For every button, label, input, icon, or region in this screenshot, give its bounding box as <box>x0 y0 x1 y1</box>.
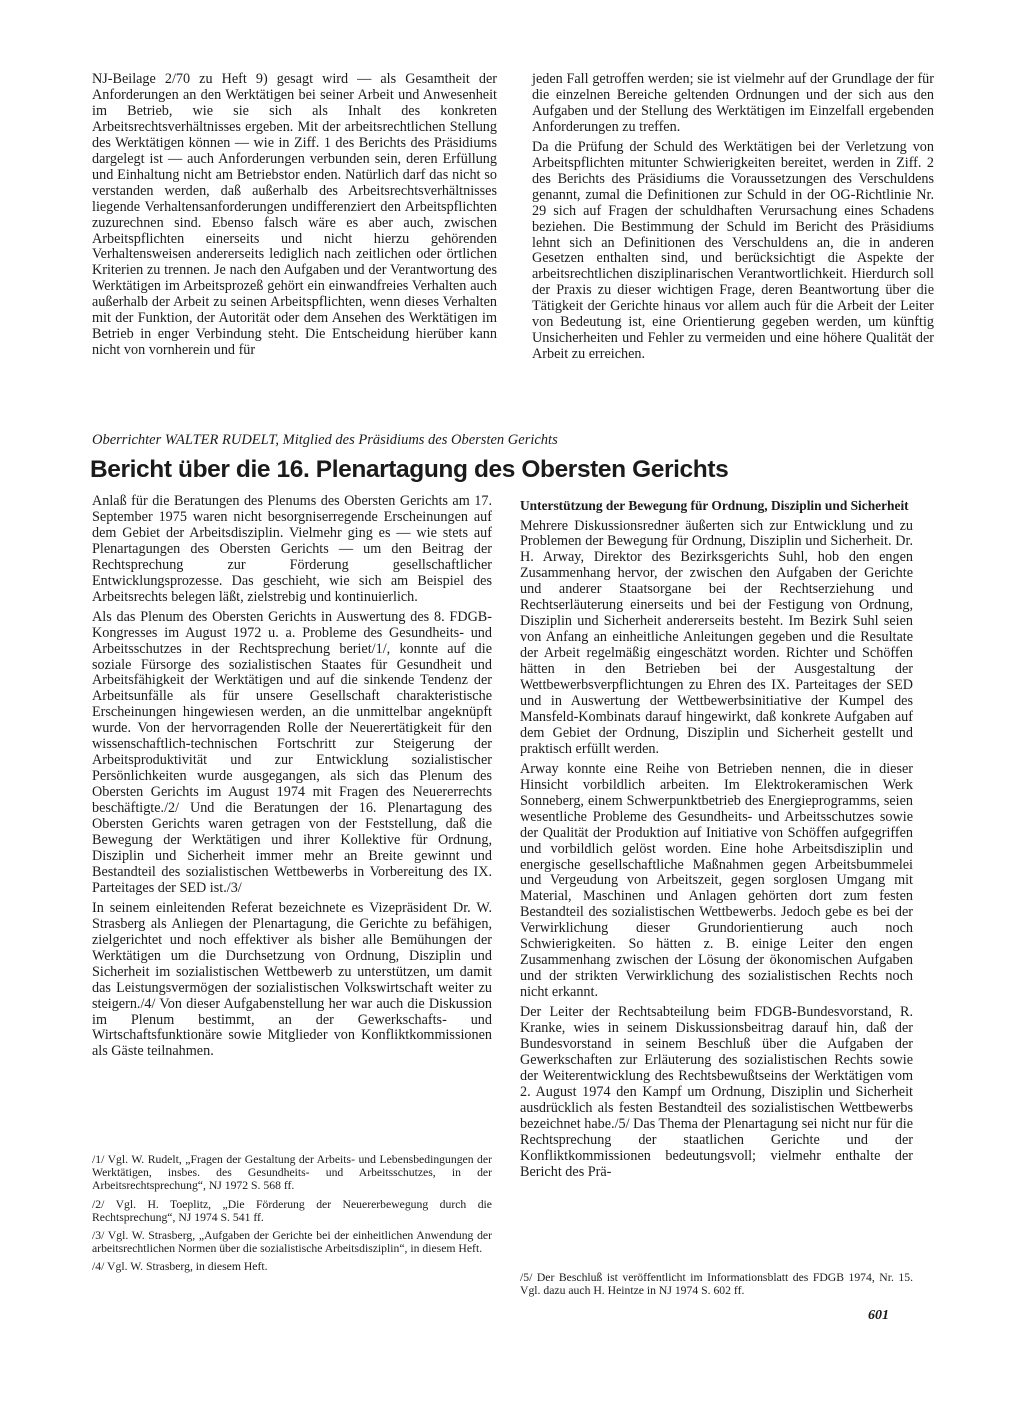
footnote: /1/ Vgl. W. Rudelt, „Fragen der Gestaltung der Arbeits- und Lebensbedingungen der Werktätigen, insbes. des Gesundheits- und Arbeitsschutzes, in der Arbeitsrechtsprechung“, NJ 1972 S. 568 ff. <box>92 1153 492 1193</box>
paragraph: Als das Plenum des Obersten Gerichts in Auswertung des 8. FDGB-Kongresses im August 1972 u. a. Probleme des Gesundheits- und Arbeitsschutzes in der Rechtsprechung beriet/1/, konnte auf die soziale Fürsorge des sozialistischen Staates für Gesundheit und Arbeitsfähigkeit der Werktätigen und auf die sinkende Tendenz der Arbeitsunfälle als für unsere Gesellschaft charakteristische Erscheinungen hingewiesen werden, an die unmittelbar angeknüpft wurde. Von der hervorragenden Rolle der Neuerertätigkeit für den wissenschaftlich-technischen Fortschritt zur Steigerung der Arbeitsproduktivität und zur Entwicklung sozialistischer Persönlichkeiten wurde ausgegangen, als sich das Plenum des Obersten Gerichts im August 1974 mit Fragen des Neuererrechts beschäftigte./2/ Und die Beratungen der 16. Plenartagung des Obersten Gerichts waren getragen von der Feststellung, daß die Bewegung der Werktätigen und ihrer Kollektive für Ordnung, Disziplin und Sicherheit immer mehr an Breite gewinnt und Bestandteil des sozialistischen Wettbewerbs in Vorbereitung des IX. Parteitages der SED ist./3/ <box>92 608 492 896</box>
continuation-column-left <box>92 72 497 359</box>
paragraph: Der Leiter der Rechtsabteilung beim FDGB-Bundesvorstand, R. Kranke, wies in seinem Diskussionsbeitrag darauf hin, daß der Bundesvorstand in seinem Beschluß über die Aufgaben der Gewerkschaften zur Erläuterung des sozialistischen Rechts sowie der Weiterentwicklung des Rechtsbewußtseins der Werktätigen vom 2. August 1974 den Kampf um Ordnung, Disziplin und Sicherheit ausdrücklich als festen Bestandteil des sozialistischen Wettbewerbs bezeichnet habe./5/ Das Thema der Plenartagung sei nicht nur für die Rechtsprechung der staatlichen Gerichte und der Konfliktkommissionen bedeutungsvoll; vielmehr enthalte der Bericht des Prä- <box>520 1004 913 1180</box>
article-column-right <box>520 498 913 1181</box>
continuation-column-right <box>532 72 934 363</box>
paragraph: NJ-Beilage 2/70 zu Heft 9) gesagt wird — als Gesamtheit der Anforderungen an den Werktätigen bei seiner Arbeit und Anwesenheit im Betrieb, wie sie sich als Inhalt des konkreten Arbeitsrechtsverhältnisses ergeben. Mit der arbeitsrechtlichen Stellung des Werktätigen können — wie in Ziff. 1 des Berichts des Präsidiums dargelegt ist — auch Anforderungen verbunden sein, deren Erfüllung und Einhaltung nicht am Betriebstor enden. Natürlich darf das nicht so verstanden werden, daß außerhalb des Arbeitsrechtsverhältnisses liegende Verhaltensanforderungen undifferenziert den Arbeitspflichten zuzurechnen sind. Ebenso falsch wäre es aber auch, zwischen Arbeitspflichten einerseits und nicht hierzu gehörenden Verhaltensweisen andererseits lediglich nach zeitlichen oder örtlichen Kriterien zu trennen. Je nach den Aufgaben und der Verantwortung des Werktätigen im Arbeitsprozeß gehört ein einwandfreies Verhalten auch außerhalb der Arbeit zu seinen Arbeitspflichten, wenn dieses Verhalten mit der Funktion, der Autorität oder dem Ansehen des Werktätigen im Betrieb in enger Verbindung steht. Die Entscheidung hierüber kann nicht von vornherein und für <box>92 71 497 359</box>
footnotes-left <box>92 1153 492 1279</box>
article-column-left <box>92 494 492 1060</box>
footnote: /4/ Vgl. W. Strasberg, in diesem Heft. <box>92 1260 268 1274</box>
footnotes-right <box>520 1271 913 1297</box>
author-byline: Oberrichter WALTER RUDELT, Mitglied des Präsidiums des Obersten Gerichts <box>92 432 558 448</box>
section-heading: Unterstützung der Bewegung für Ordnung, Disziplin und Sicherheit <box>520 498 909 513</box>
paragraph: Mehrere Diskussionsredner äußerten sich zur Entwicklung und zu Problemen der Bewegung für Ordnung, Disziplin und Sicherheit. Dr. H. Arway, Direktor des Bezirksgerichts Suhl, hob den engen Zusammenhang hervor, der zwischen den Aufgaben der Gerichte und anderer Staatsorgane bei der Rechtserziehung und Rechtserläuterung einerseits und bei der Festigung von Ordnung, Disziplin und Sicherheit andererseits besteht. Im Bezirk Suhl seien von Anfang an einheitliche Anleitungen gegeben und die Resultate der Arbeit regelmäßig eingeschätzt worden. Richter und Schöffen hätten in den Betrieben bei der Ausgestaltung der Wettbewerbsverpflichtungen zu Ehren des IX. Parteitages der SED und in Auswertung der Wettbewerbsinitiative der Kumpel des Mansfeld-Kombinats darauf hingewirkt, daß konkrete Aufgaben auf dem Gebiet der Ordnung, Disziplin und Sicherheit gestellt und praktisch erfüllt werden. <box>520 517 913 757</box>
footnote: /5/ Der Beschluß ist veröffentlicht im Informationsblatt des FDGB 1974, Nr. 15. Vgl. dazu auch H. Heintze in NJ 1974 S. 602 ff. <box>520 1271 913 1298</box>
paragraph: In seinem einleitenden Referat bezeichnete es Vizepräsident Dr. W. Strasberg als Anliegen der Plenartagung, die Gerichte zu befähigen, zielgerichtet und noch effektiver als bisher alle Bemühungen der Werktätigen um die Durchsetzung von Ordnung, Disziplin und Sicherheit im sozialistischen Wettbewerb zu unterstützen, um damit das Leistungsvermögen der sozialistischen Volkswirtschaft weiter zu steigern./4/ Von dieser Aufgabenstellung her war auch die Diskussion im Plenum bestimmt, an der Gewerkschafts- und Wirtschaftsfunktionäre sowie Mitglieder von Konfliktkommissionen als Gäste teilnahmen. <box>92 899 492 1060</box>
paragraph: Arway konnte eine Reihe von Betrieben nennen, die in dieser Hinsicht vorbildlich arbeiten. Im Elektrokeramischen Werk Sonneberg, einem Schwerpunktbetrieb des Energieprogramms, seien wesentliche Probleme des Gesundheits- und Arbeitsschutzes sowie der Qualität der Produktion auf Initiative von Schöffen aufgegriffen und vorbildlich gelöst worden. Eine hohe Arbeitsdisziplin und energische gesellschaftliche Maßnahmen gegen Arbeitsbummelei und Vergeudung von Arbeitszeit, gegen sorglosen Umgang mit Material, Maschinen und Anlagen gehörten dort zum festen Bestandteil des sozialistischen Wettbewerbs. Jedoch gebe es bei der Verwirklichung dieser Grundorientierung auch noch Schwierigkeiten. So hätten z. B. einige Leiter den engen Zusammenhang zwischen der Lösung der ökonomischen Aufgaben und der strikten Verwirklichung des sozialistischen Rechts noch nicht erkannt. <box>520 760 913 1001</box>
paragraph: jeden Fall getroffen werden; sie ist vielmehr auf der Grundlage der für die einzelnen Bereiche geltenden Ordnungen und der sich aus den Aufgaben und der Stellung des Werktätigen im Einzelfall ergebenden Anforderungen zu treffen. <box>532 71 934 135</box>
paragraph: Da die Prüfung der Schuld des Werktätigen bei der Verletzung von Arbeitspflichten mitunter Schwierigkeiten bereitet, werden in Ziff. 2 des Berichts des Präsidiums die Voraussetzungen des Verschuldens genannt, zumal die Definitionen zur Schuld in der OG-Richtlinie Nr. 29 sich auf Fragen der schuldhaften Verursachung eines Schadens beziehen. Die Bestimmung der Schuld im Bericht des Präsidiums lehnt sich an Definitionen des Verschuldens an, die in anderen Gesetzen enthalten sind, und berücksichtigt die Aspekte der arbeitsrechtlichen disziplinarischen Verantwortlichkeit. Hierdurch soll der Praxis zu dieser wichtigen Frage, deren Beantwortung über die Tätigkeit der Gerichte hinaus vor allem auch für die Arbeit der Leiter von Bedeutung ist, eine Orientierung gegeben werden, um künftig Unsicherheiten und Fehler zu vermeiden und eine höhere Qualität der Arbeit zu erreichen. <box>532 138 934 363</box>
page-number: 601 <box>868 1308 889 1323</box>
footnote: /2/ Vgl. H. Toeplitz, „Die Förderung der Neuererbewegung durch die Rechtsprechung“, NJ 1974 S. 541 ff. <box>92 1197 492 1224</box>
footnote: /3/ Vgl. W. Strasberg, „Aufgaben der Gerichte bei der einheitlichen Anwendung der arbeitsrechtlichen Normen über die sozialistische Arbeitsdisziplin“, in diesem Heft. <box>92 1229 492 1256</box>
article-headline: Bericht über die 16. Plenartagung des Obersten Gerichts <box>90 456 729 483</box>
paragraph: Anlaß für die Beratungen des Plenums des Obersten Gerichts am 17. September 1975 waren nicht besorgniserregende Erscheinungen auf dem Gebiet der Arbeitsdisziplin. Vielmehr ging es — wie stets auf Plenartagungen des Obersten Gerichts — um den Beitrag der Rechtsprechung zur Förderung gesellschaftlicher Entwicklungsprozesse. Das geschieht, wie sich am Beispiel des Arbeitsrechts belegen läßt, zielstrebig und kontinuierlich. <box>92 493 492 605</box>
